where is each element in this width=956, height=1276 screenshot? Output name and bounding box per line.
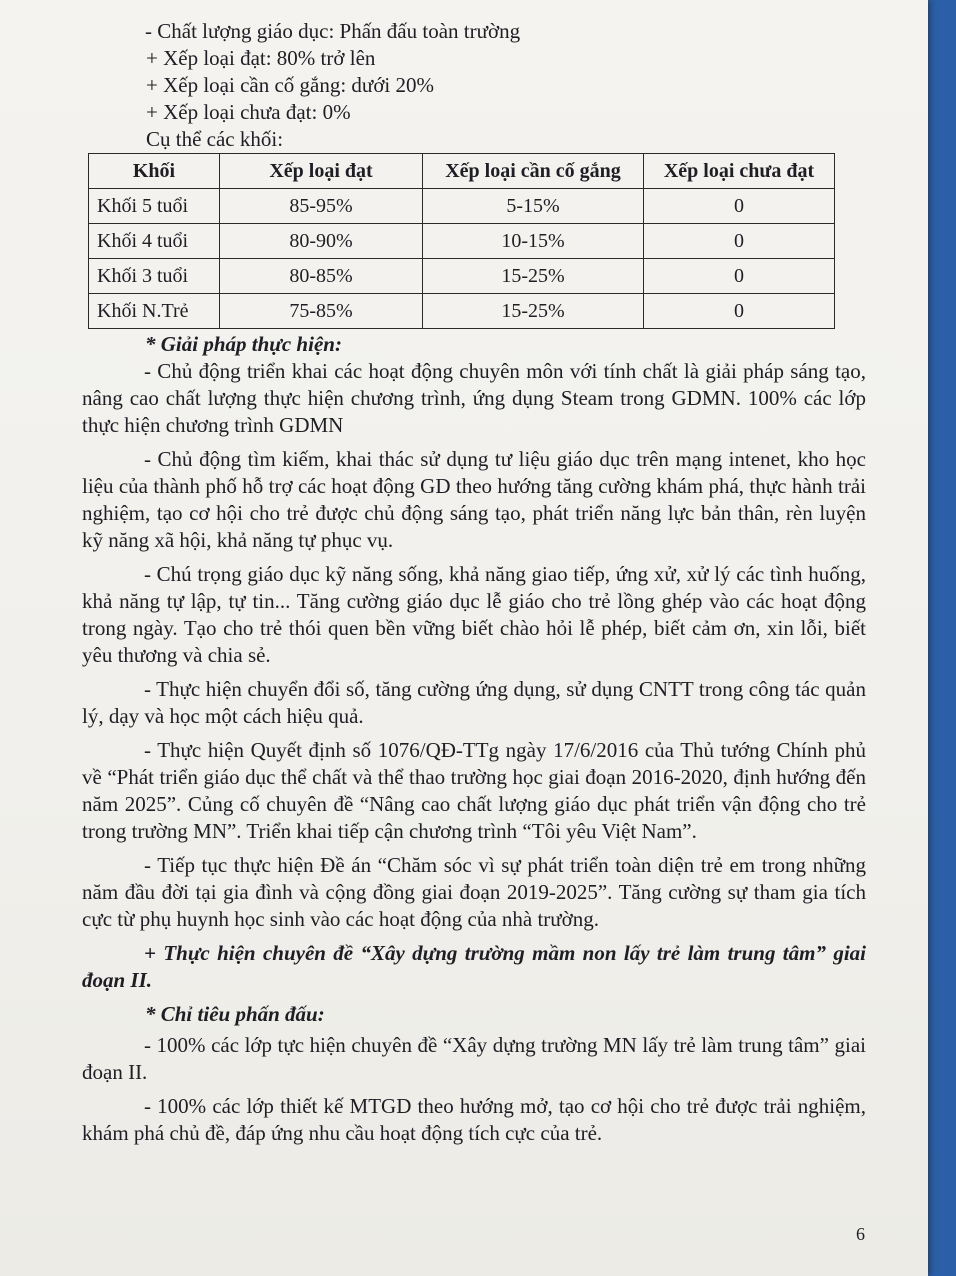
- table-cell: Khối 4 tuổi: [89, 224, 220, 259]
- table-cell: Khối 3 tuổi: [89, 259, 220, 294]
- table-cell: Khối 5 tuổi: [89, 189, 220, 224]
- pass-line: + Xếp loại đạt: 80% trở lên: [146, 46, 376, 70]
- table-cell: 15-25%: [423, 294, 644, 329]
- quality-line: - Chất lượng giáo dục: Phấn đấu toàn trường: [145, 19, 521, 43]
- table-row: [89, 259, 835, 294]
- table-header-row: [89, 154, 835, 189]
- grade-intro-line: Cụ thể các khối:: [146, 127, 284, 151]
- paragraph: - Chủ động triển khai các hoạt động chuyên môn với tính chất là giải pháp sáng tạo, nâng cao chất lượng thực hiện chương trình, ứng dụng Steam trong GDMN. 100% các lớp thực hiện chương trình GDMN: [82, 359, 866, 437]
- paragraph: - Thực hiện chuyển đổi số, tăng cường ứng dụng, sử dụng CNTT trong công tác quản lý, dạy và học một cách hiệu quả.: [82, 677, 866, 728]
- page-number: 6: [856, 1224, 865, 1244]
- header-pass: Xếp loại đạt: [220, 154, 423, 189]
- header-grade: Khối: [89, 154, 220, 189]
- table-cell: 80-90%: [220, 224, 423, 259]
- table-cell: 0: [644, 294, 835, 329]
- topic-heading: + Thực hiện chuyên đề “Xây dựng trường mầm non lấy trẻ làm trung tâm” giai đoạn II.: [82, 941, 866, 992]
- table-cell: Khối N.Trẻ: [89, 294, 220, 329]
- header-fail: Xếp loại chưa đạt: [644, 154, 835, 189]
- table-cell: 10-15%: [423, 224, 644, 259]
- table-cell: 15-25%: [423, 259, 644, 294]
- paragraph: - 100% các lớp tực hiện chuyên đề “Xây dựng trường MN lấy trẻ làm trung tâm” giai đoạn II.: [82, 1033, 866, 1084]
- table-cell: 0: [644, 259, 835, 294]
- table-cell: 80-85%: [220, 259, 423, 294]
- table-row: [89, 294, 835, 329]
- target-heading: * Chỉ tiêu phấn đấu:: [145, 1002, 325, 1026]
- solution-heading: * Giải pháp thực hiện:: [145, 332, 342, 356]
- effort-line: + Xếp loại cần cố gắng: dưới 20%: [146, 73, 435, 97]
- paragraph: - Chủ động tìm kiếm, khai thác sử dụng tư liệu giáo dục trên mạng intenet, kho học liệu của thành phố hỗ trợ các hoạt động GD theo hướng tăng cường khám phá, thực hành trải nghiệm, tạo cơ hội cho trẻ được chủ động sáng tạo, phát triển năng lực bản thân, rèn luyện kỹ năng xã hội, khả năng tự phục vụ.: [82, 447, 866, 552]
- grade-table: [88, 153, 835, 329]
- table-cell: 5-15%: [423, 189, 644, 224]
- table-cell: 75-85%: [220, 294, 423, 329]
- paragraph: - Thực hiện Quyết định số 1076/QĐ-TTg ngày 17/6/2016 của Thủ tướng Chính phủ về “Phát triển giáo dục thể chất và thể thao trường học giai đoạn 2016-2020, định hướng đến năm 2025”. Củng cố chuyên đề “Nâng cao chất lượng giáo dục phát triển vận động cho trẻ trong trường MN”. Triển khai tiếp cận chương trình “Tôi yêu Việt Nam”.: [82, 738, 866, 843]
- table-cell: 85-95%: [220, 189, 423, 224]
- table-row: [89, 224, 835, 259]
- paragraph: - Chú trọng giáo dục kỹ năng sống, khả năng giao tiếp, ứng xử, xử lý các tình huống, khả năng tự lập, tự tin... Tăng cường giáo dục lễ giáo cho trẻ lồng ghép vào các hoạt động trong ngày. Tạo cho trẻ thói quen bền vững biết chào hỏi lễ phép, biết cảm ơn, xin lỗi, biết yêu thương và chia sẻ.: [82, 562, 866, 667]
- table-cell: 0: [644, 224, 835, 259]
- fail-line: + Xếp loại chưa đạt: 0%: [146, 100, 351, 124]
- table-cell: 0: [644, 189, 835, 224]
- paragraph: - Tiếp tục thực hiện Đề án “Chăm sóc vì sự phát triển toàn diện trẻ em trong những năm đầu đời tại gia đình và cộng đồng giai đoạn 2019-2025”. Tăng cường sự tham gia tích cực từ phụ huynh học sinh vào các hoạt động của nhà trường.: [82, 853, 866, 931]
- table-row: [89, 189, 835, 224]
- paragraph: - 100% các lớp thiết kế MTGD theo hướng mở, tạo cơ hội cho trẻ được trải nghiệm, khám phá chủ đề, đáp ứng nhu cầu hoạt động tích cực của trẻ.: [82, 1094, 866, 1145]
- page-content: [82, 18, 866, 1154]
- header-effort: Xếp loại cần cố gắng: [423, 154, 644, 189]
